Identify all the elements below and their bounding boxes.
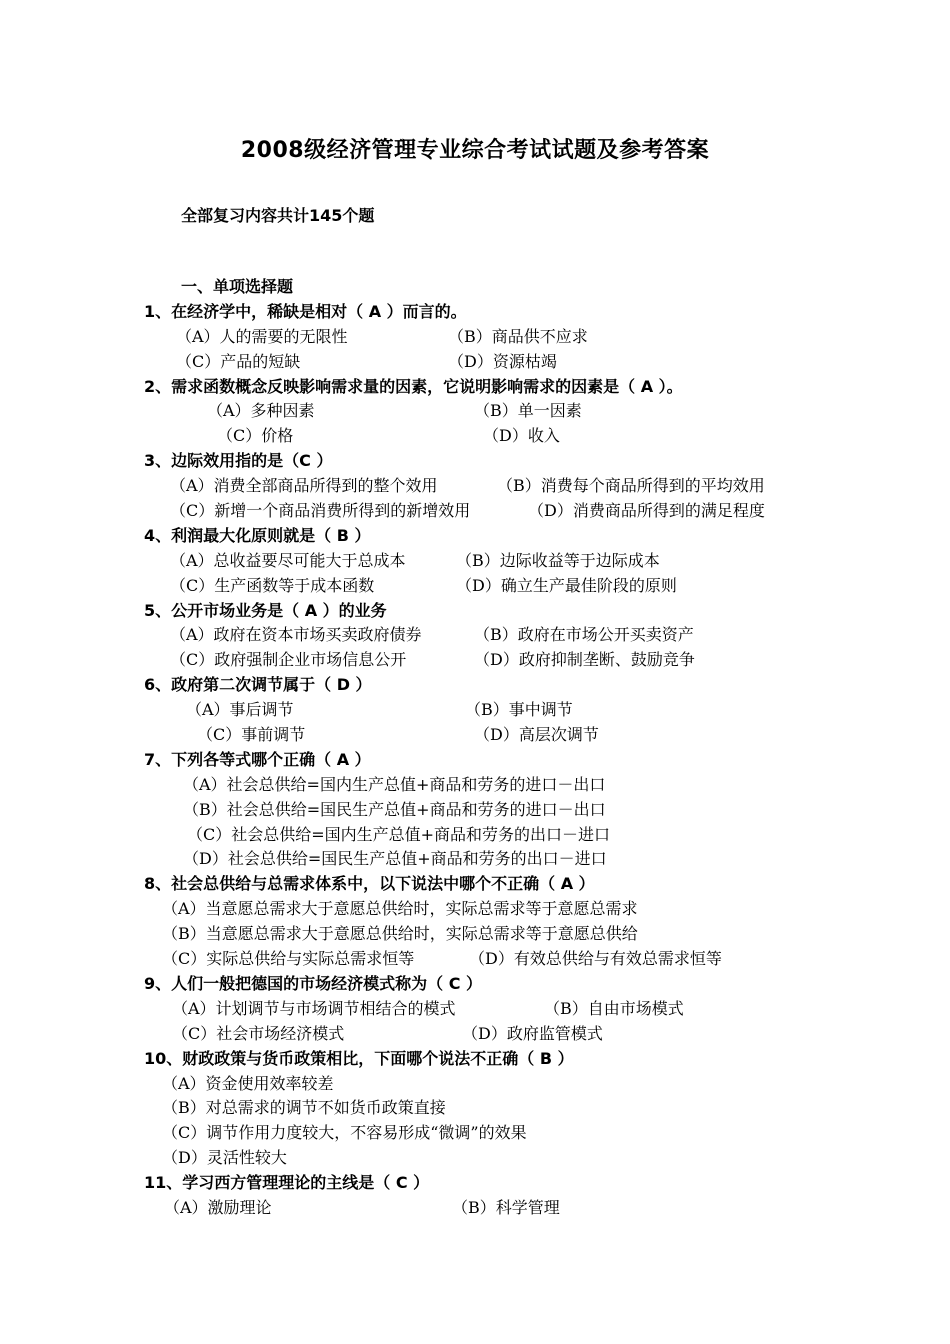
option-row <box>0 723 950 748</box>
option: （C）实际总供给与实际总需求恒等 <box>162 949 415 969</box>
option: （D）资源枯竭 <box>448 351 557 371</box>
question-stem: 11、学习西方管理理论的主线是（ C ） <box>144 1173 430 1193</box>
question-list <box>0 275 950 1221</box>
option: （C）社会总供给=国内生产总值+商品和劳务的出口－进口 <box>187 824 611 844</box>
option: （C）事前调节 <box>197 725 306 745</box>
option: （A）事后调节 <box>186 700 294 720</box>
option-row <box>0 424 950 449</box>
option-row <box>0 325 950 350</box>
question-stem: 4、利润最大化原则就是（ B ） <box>144 525 371 545</box>
review-count-note: 全部复习内容共计145个题 <box>181 206 375 225</box>
option-row <box>0 922 950 947</box>
option-row <box>0 574 950 599</box>
question-stem: 8、社会总供给与总需求体系中，以下说法中哪个不正确（ A ） <box>144 874 595 894</box>
option-row <box>0 997 950 1022</box>
option: （B）商品供不应求 <box>448 326 588 346</box>
page-title: 2008级经济管理专业综合考试试题及参考答案 <box>240 138 710 163</box>
option: （C）生产函数等于成本函数 <box>170 575 375 595</box>
question-stem: 5、公开市场业务是（ A ）的业务 <box>144 600 387 620</box>
option: （A）总收益要尽可能大于总成本 <box>170 550 406 570</box>
option-row <box>0 798 950 823</box>
question-stem: 9、人们一般把德国的市场经济模式称为（ C ） <box>144 973 483 993</box>
option: （B）科学管理 <box>452 1197 560 1217</box>
question-stem: 10、财政政策与货币政策相比，下面哪个说法不正确（ B ） <box>144 1048 574 1068</box>
option: （C）调节作用力度较大，不容易形成“微调”的效果 <box>162 1123 527 1143</box>
option-row <box>0 1022 950 1047</box>
option: （B）当意愿总需求大于意愿总供给时，实际总需求等于意愿总供给 <box>162 924 638 944</box>
option: （A）社会总供给=国内生产总值+商品和劳务的进口－出口 <box>183 774 606 794</box>
option: （B）政府在市场公开买卖资产 <box>474 625 694 645</box>
option: （B）边际收益等于边际成本 <box>456 550 660 570</box>
option: （D）政府监管模式 <box>462 1023 603 1043</box>
option: （A）消费全部商品所得到的整个效用 <box>170 476 438 496</box>
option: （A）当意愿总需求大于意愿总供给时，实际总需求等于意愿总需求 <box>162 899 638 919</box>
option: （D）灵活性较大 <box>162 1148 287 1168</box>
question-stem: 6、政府第二次调节属于（ D ） <box>144 675 372 695</box>
option: （C）新增一个商品消费所得到的新增效用 <box>170 501 471 521</box>
option-row <box>0 623 950 648</box>
option-row <box>0 897 950 922</box>
option: （C）产品的短缺 <box>176 351 301 371</box>
question-stem: 2、需求函数概念反映影响需求量的因素，它说明影响需求的因素是（ A ）。 <box>144 376 683 396</box>
option-row <box>0 947 950 972</box>
question-stem: 3、边际效用指的是（C ） <box>144 451 333 471</box>
option-row <box>0 499 950 524</box>
option-row <box>0 1196 950 1221</box>
option: （B）自由市场模式 <box>544 998 684 1018</box>
option: （A）资金使用效率较差 <box>162 1073 334 1093</box>
option-row <box>0 648 950 673</box>
option: （D）政府抑制垄断、鼓励竞争 <box>474 650 695 670</box>
question-stem: 7、下列各等式哪个正确（ A ） <box>144 749 371 769</box>
option-row <box>0 773 950 798</box>
option-row <box>0 1096 950 1121</box>
option-row <box>0 823 950 848</box>
option: （D）收入 <box>483 426 560 446</box>
option: （B）对总需求的调节不如货币政策直接 <box>162 1098 446 1118</box>
option: （B）事中调节 <box>465 700 573 720</box>
section-heading: 一、单项选择题 <box>181 277 294 296</box>
option: （D）高层次调节 <box>474 725 599 745</box>
option: （C）政府强制企业市场信息公开 <box>170 650 407 670</box>
option-row <box>0 1146 950 1171</box>
option-row <box>0 474 950 499</box>
option: （A）人的需要的无限性 <box>176 326 348 346</box>
option: （B）单一因素 <box>474 401 582 421</box>
option: （C）社会市场经济模式 <box>172 1023 345 1043</box>
option-row <box>0 1072 950 1097</box>
option-row <box>0 549 950 574</box>
option: （B）消费每个商品所得到的平均效用 <box>497 476 765 496</box>
option-row <box>0 847 950 872</box>
option-row <box>0 698 950 723</box>
option: （A）多种因素 <box>207 401 315 421</box>
option: （A）激励理论 <box>164 1197 272 1217</box>
option-row <box>0 399 950 424</box>
option: （D）消费商品所得到的满足程度 <box>528 501 765 521</box>
option: （D）社会总供给=国民生产总值+商品和劳务的出口－进口 <box>183 849 607 869</box>
option: （A）政府在资本市场买卖政府债券 <box>170 625 422 645</box>
option: （C）价格 <box>217 426 294 446</box>
option-row <box>0 350 950 375</box>
option: （D）有效总供给与有效总需求恒等 <box>469 949 722 969</box>
option: （A）计划调节与市场调节相结合的模式 <box>172 998 456 1018</box>
option-row <box>0 1121 950 1146</box>
option: （B）社会总供给=国民生产总值+商品和劳务的进口－出口 <box>183 799 606 819</box>
question-stem: 1、在经济学中，稀缺是相对（ A ）而言的。 <box>144 301 467 321</box>
option: （D）确立生产最佳阶段的原则 <box>456 575 677 595</box>
